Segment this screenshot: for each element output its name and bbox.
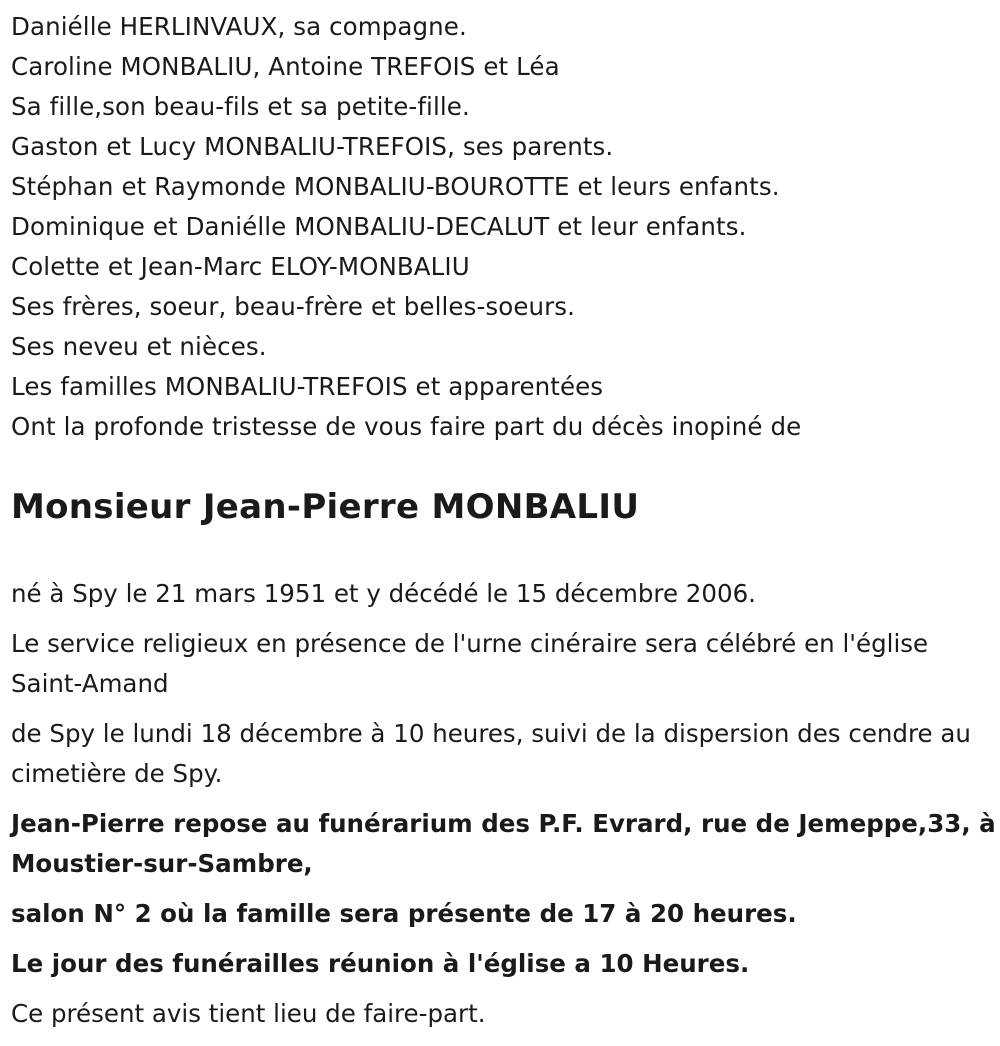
family-line: Dominique et Daniélle MONBALIU-DECALUT et leur enfants. [11,212,747,241]
family-line: Colette et Jean-Marc ELOY-MONBALIU [11,252,470,281]
closing-note: Ce présent avis tient lieu de faire-part. [11,999,486,1028]
notice-details [11,574,996,1044]
family-list [11,0,996,447]
visiting-hours: salon N° 2 où la famille sera présente de 17 à 20 heures. [11,899,797,928]
family-line: Ses frères, soeur, beau-frère et belles-soeurs. [11,292,576,321]
service-time: de Spy le lundi 18 décembre à 10 heures, suivi de la dispersion des cendre au cimetière de Spy. [11,719,971,788]
family-line: Stéphan et Raymonde MONBALIU-BOUROTTE et leurs enfants. [11,172,780,201]
birth-death-dates: né à Spy le 21 mars 1951 et y décédé le 15 décembre 2006. [11,579,756,608]
family-line: Sa fille,son beau-fils et sa petite-fille. [11,92,470,121]
funeral-home-info: Jean-Pierre repose au funérarium des P.F. Evrard, rue de Jemeppe,33, à Moustier-sur-Sambre, [11,809,996,878]
family-line: Ses neveu et nièces. [11,332,267,361]
service-location: Le service religieux en présence de l'urne cinéraire sera célébré en l'église Saint-Amand [11,629,929,698]
funeral-day-meeting: Le jour des funérailles réunion à l'église a 10 Heures. [11,949,750,978]
family-line: Daniélle HERLINVAUX, sa compagne. [11,12,467,41]
death-notice [11,0,996,1028]
deceased-name: Monsieur Jean-Pierre MONBALIU [11,487,640,527]
announcement-line: Ont la profonde tristesse de vous faire part du décès inopiné de [11,412,802,441]
family-line: Gaston et Lucy MONBALIU-TREFOIS, ses parents. [11,132,614,161]
family-line: Les familles MONBALIU-TREFOIS et apparentées [11,372,604,401]
family-line: Caroline MONBALIU, Antoine TREFOIS et Léa [11,52,560,81]
